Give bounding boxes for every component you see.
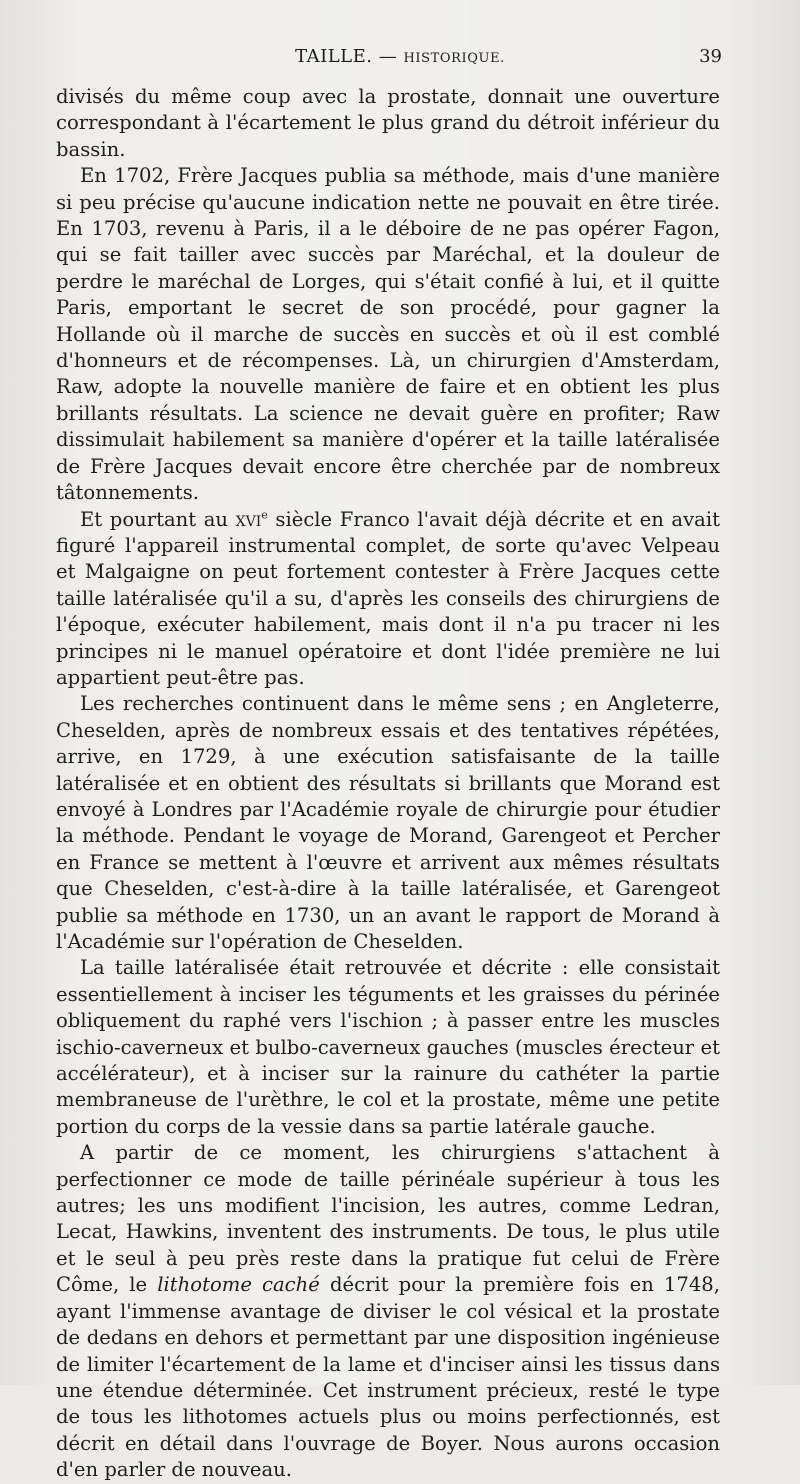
page-header: [0, 46, 800, 76]
italic-term: lithotome caché: [157, 1273, 320, 1297]
century-numeral: xvi: [235, 507, 262, 531]
paragraph: La taille latéralisée était retrouvée et décrite : elle consistait essentiellement à inciser les téguments et les graisses du périnée obliquement du raphé vers l'ischion ; à passer entre les muscles ischio-caverneux et bulbo-caverneux gauches (muscles érecteur et accélérateur), et à inciser sur la rainure du cathéter la partie membraneuse de l'urèthre, le col et la prostate, même une petite portion du corps de la vessie dans sa partie latérale gauche.: [56, 956, 720, 1138]
paragraph: Les recherches continuent dans le même sens ; en Angleterre, Cheselden, après de nombreux essais et des tentatives répétées, arrive, en 1729, à une exécution satisfaisante de la taille latéralisée et en obtient des résultats si brillants que Morand est envoyé à Londres par l'Académie royale de chirurgie pour étudier la méthode. Pendant le voyage de Morand, Garengeot et Percher en France se mettent à l'œuvre et arrivent aux mêmes résultats que Cheselden, c'est-à-dire à la taille latéralisée, et Garengeot publie sa méthode en 1730, un an avant le rapport de Morand à l'Académie sur l'opération de Cheselden.: [56, 692, 720, 953]
running-head-dash: —: [378, 46, 398, 67]
paragraph-text: Et pourtant au: [80, 507, 236, 531]
paragraph: [56, 1140, 720, 1483]
running-head-subtitle: HISTORIQUE.: [403, 51, 505, 66]
running-head: [0, 46, 800, 67]
body-text: [56, 84, 720, 1484]
page-number: 39: [699, 46, 722, 67]
paragraph: [56, 507, 720, 692]
paragraph-text: décrit pour la première fois en 1748, ayant l'immense avantage de diviser le col vésical et la prostate de dedans en dehors et permettant par une disposition ingénieuse de limiter l'écartement de la lame et d'inciser ainsi les tissus dans une étendue déterminée. Cet instrument précieux, resté le type de tous les lithotomes actuels plus ou moins perfectionnés, est décrit en détail dans l'ouvrage de Boyer. Nous aurons occasion d'en parler de nouveau.: [56, 1273, 720, 1482]
paragraph-text: A partir de ce moment, les chirurgiens s'attachent à perfectionner ce mode de taille périnéale supérieur à tous les autres; les uns modifient l'incision, les autres, comme Ledran, Lecat, Hawkins, inventent des instruments. De tous, le plus utile et le seul à peu près reste dans la pratique fut celui de Frère Côme, le: [56, 1141, 720, 1297]
paragraph: divisés du même coup avec la prostate, donnait une ouverture correspondant à l'écartement le plus grand du détroit inférieur du bassin.: [56, 85, 720, 161]
paragraph-text: siècle Franco l'avait déjà décrite et en avait figuré l'appareil instrumental complet, de sorte qu'avec Velpeau et Malgaigne on peut fortement contester à Frère Jacques cette taille latéralisée qu'il a su, d'après les conseils des chirurgiens de l'époque, exécuter habilement, mais dont il n'a pu tracer ni les principes ni le manuel opératoire et dont l'idée première ne lui appartient peut-être pas.: [56, 507, 720, 689]
century-superscript: e: [261, 507, 268, 521]
paragraph: En 1702, Frère Jacques publia sa méthode, mais d'une manière si peu précise qu'aucune indication nette ne pouvait en être tirée. En 1703, revenu à Paris, il a le déboire de ne pas opérer Fagon, qui se fait tailler avec succès par Maréchal, et la douleur de perdre le maréchal de Lorges, qui s'était confié à lui, et il quitte Paris, emportant le secret de son procédé, pour gagner la Hollande où il marche de succès en succès et où il est comblé d'honneurs et de récompenses. Là, un chirurgien d'Amsterdam, Raw, adopte la nouvelle manière de faire et en obtient les plus brillants résultats. La science ne devait guère en profiter; Raw dissimulait habilement sa manière d'opérer et la taille latéralisée de Frère Jacques devait encore être cherchée par de nombreux tâtonnements.: [56, 164, 720, 505]
running-head-title: TAILLE.: [295, 46, 373, 67]
